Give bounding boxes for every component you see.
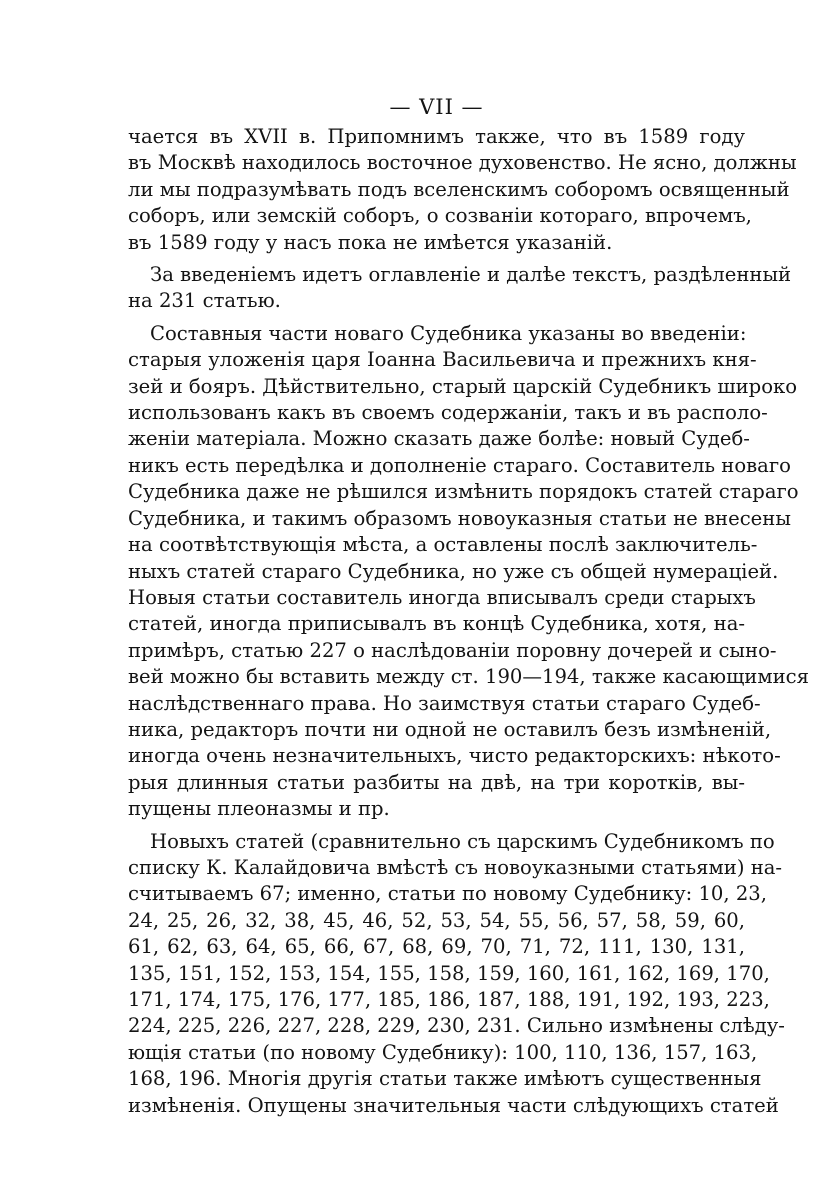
text-line: считываемъ 67; именно, статьи по новому Судебнику: 10, 23, [128,882,767,906]
text-line: примѣръ, статью 227 о наслѣдованіи поровну дочерей и сыно- [128,638,777,662]
text-line: въ 1589 году у насъ пока не имѣется указаній. [128,230,613,254]
text-line: иногда очень незначительныхъ, чисто редакторскихъ: нѣкото- [128,744,781,768]
text-line: использованъ какъ въ своемъ содержаніи, такъ и въ располо- [128,401,768,425]
paragraph-2 [128,262,792,315]
text-line: измѣненія. Опущены значительныя части слѣдующихъ статей [128,1093,779,1117]
text-line: статей, иногда приписывалъ въ концѣ Судебника, хотя, на- [128,612,745,636]
paragraph-4 [128,829,785,1119]
text-line: пущены плеоназмы и пр. [128,797,390,821]
book-page [128,92,809,1125]
text-line: на 231 статью. [128,289,281,313]
paragraph-1 [128,124,797,256]
text-line: 224, 225, 226, 227, 228, 229, 230, 231. Сильно измѣнены слѣду- [128,1014,785,1038]
text-line: женіи матеріала. Можно сказать даже болѣе: новый Судеб- [128,427,750,451]
text-line: 61, 62, 63, 64, 65, 66, 67, 68, 69, 70, 71, 72, 111, 130, 131, [128,935,745,959]
text-line: въ Москвѣ находилось восточное духовенство. Не ясно, должны [128,151,797,175]
text-line: ныхъ статей стараго Судебника, но уже съ общей нумераціей. [128,559,779,583]
text-line: списку К. Калайдовича вмѣстѣ съ новоуказными статьями) на- [128,855,783,879]
text-line: рыя длинныя статьи разбиты на двѣ, на три коротків, вы- [128,770,745,794]
text-line: 24, 25, 26, 32, 38, 45, 46, 52, 53, 54, 55, 56, 57, 58, 59, 60, [128,908,745,932]
paragraph-3 [128,321,809,823]
text-line: За введеніемъ идетъ оглавленіе и далѣе текстъ, раздѣленный [150,263,792,287]
text-line: Новыя статьи составитель иногда вписывалъ среди старыхъ [128,585,756,609]
text-line: чается въ XVII в. Припомнимъ также, что въ 1589 году [128,125,745,148]
text-line: ли мы подразумѣвать подъ вселенскимъ соборомъ освященный [128,177,790,201]
text-line: ника, редакторъ почти ни одной не оставилъ безъ измѣненій, [128,717,772,741]
text-line: 168, 196. Многія другія статьи также имѣютъ существенныя [128,1067,762,1091]
text-line: 171, 174, 175, 176, 177, 185, 186, 187, 188, 191, 192, 193, 223, [128,988,770,1011]
text-line: Судебника, и такимъ образомъ новоуказныя статьи не внесены [128,506,791,530]
text-line: старыя уложенія царя Іоанна Васильевича и прежнихъ кня- [128,348,757,372]
text-line: вей можно бы вставить между ст. 190—194, также касающимися [128,665,809,689]
text-line: на соотвѣтствующія мѣста, а оставлены послѣ заключитель- [128,533,758,557]
text-line: зей и бояръ. Дѣйствительно, старый царскій Судебникъ широко [128,374,798,398]
text-line: наслѣдственнаго права. Но заимствуя статьи стараго Судеб- [128,691,761,715]
text-line: Новыхъ статей (сравнительно съ царскимъ Судебникомъ по [150,829,775,853]
text-line: ющія статьи (по новому Судебнику): 100, 110, 136, 157, 163, [128,1040,758,1064]
text-line: никъ есть передѣлка и дополненіе стараго. Составитель новаго [128,453,791,477]
text-line: Составныя части новаго Судебника указаны во введеніи: [150,321,747,345]
text-line: соборъ, или земскій соборъ, о созваніи котораго, впрочемъ, [128,204,752,228]
text-line: Судебника даже не рѣшился измѣнить порядокъ статей стараго [128,480,799,504]
page-number: — VII — [389,95,484,119]
text-line: 135, 151, 152, 153, 154, 155, 158, 159, 160, 161, 162, 169, 170, [128,961,770,985]
